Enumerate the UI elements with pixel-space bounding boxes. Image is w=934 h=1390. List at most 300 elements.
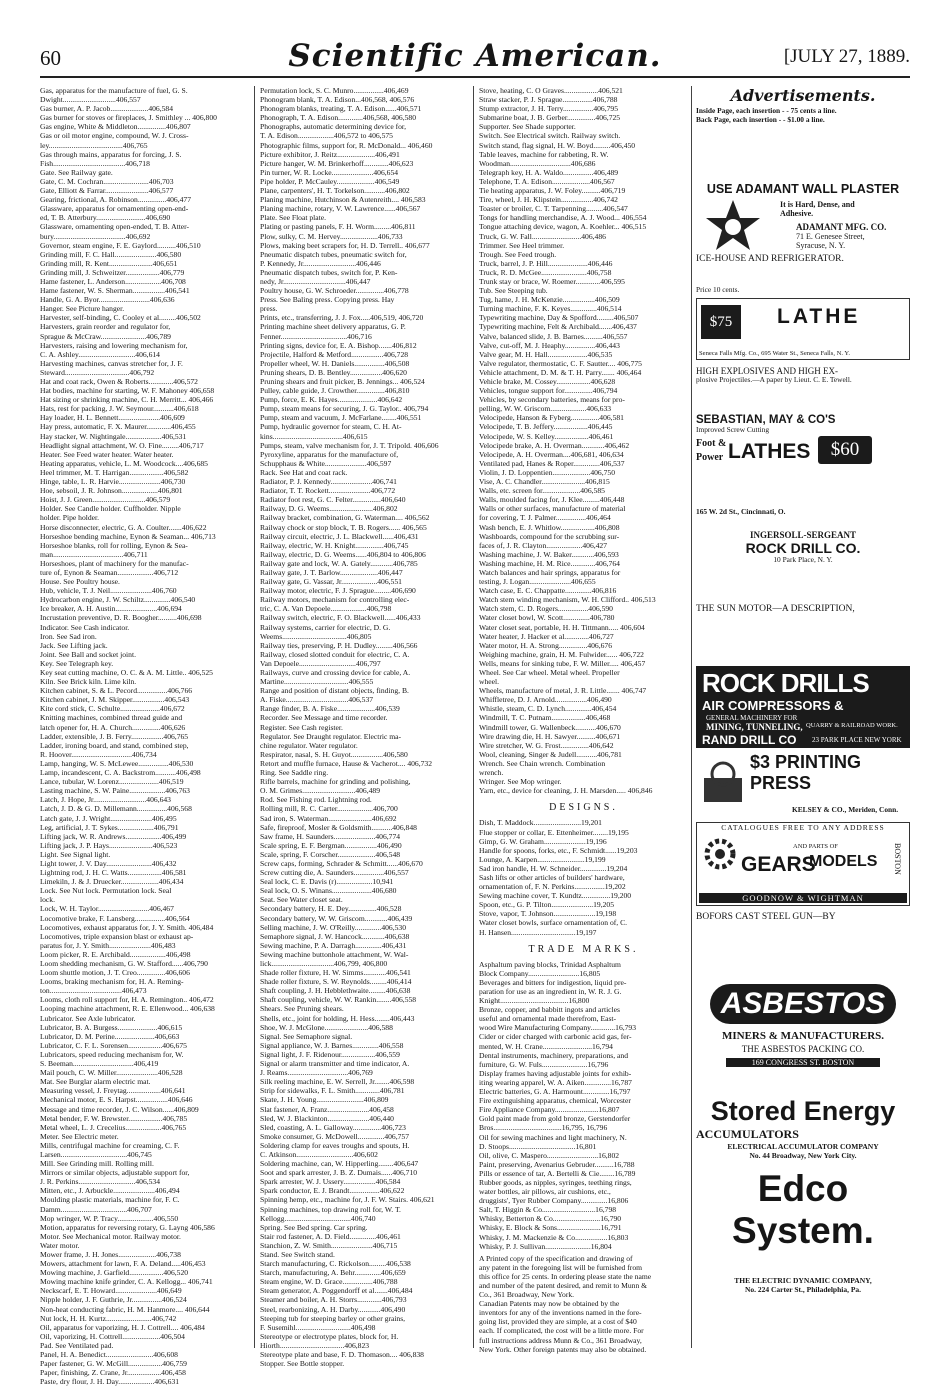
design-entry: ornamentation of, F. N. Perkins................19,202 bbox=[479, 882, 626, 892]
trademark-entry: furniture, G. W. Fuls........................16,796 bbox=[479, 1059, 609, 1069]
index-entry: Key. See Telegraph key. bbox=[40, 658, 114, 668]
index-entry: Tongs for handling merchandise, A. J. Wood... 406,554 bbox=[479, 213, 647, 223]
index-entry: Phonographs, automatic determining device for, bbox=[260, 122, 407, 132]
index-entry: Tire, wheel, J. H. Klipstein.................406,742 bbox=[479, 195, 618, 205]
index-entry: Wheel. See Car wheel. Metal wheel. Propeller bbox=[479, 668, 620, 677]
ad-text: Adhesive. bbox=[780, 209, 814, 218]
index-entry: Ring. See Saddle ring. bbox=[260, 768, 329, 778]
index-entry: Joint. See Ball and socket joint. bbox=[40, 649, 136, 659]
column-rule bbox=[254, 86, 255, 1348]
index-entry: Walls, moulded facing for, J. Klee.........406,448 bbox=[479, 495, 625, 505]
index-entry: Velocipede, Hanson & Fyberg...............406,581 bbox=[479, 413, 624, 423]
index-entry: Lamp, incandescent, C. A. Backstrom...........406,498 bbox=[40, 768, 201, 778]
trademark-entry: Fire extinguishing apparatus, chemical, Worcester bbox=[479, 1096, 631, 1106]
index-entry: Railway, electric, W. H. Knight...............406,745 bbox=[260, 540, 409, 550]
ad-word: GEARS bbox=[741, 853, 816, 876]
index-entry: Paste, dry flour, J. H. Day...................406,631 bbox=[40, 1377, 180, 1387]
index-entry: Velocipede brake, A. H. Overman............406,462 bbox=[479, 440, 630, 450]
index-entry: man.....................................406,711 bbox=[40, 549, 148, 559]
index-entry: Looms, braking mechanism for, H. A. Reming- bbox=[40, 977, 184, 987]
index-entry: Harvesters, raising and lowering mechanism for, bbox=[40, 340, 188, 350]
index-entry: Watch case, E. C. Chappatte..............406,816 bbox=[479, 586, 617, 596]
index-entry: Valve, cut-off, M. J. Heaphy................406,443 bbox=[479, 340, 620, 350]
index-entry: Fish......................................406,718 bbox=[40, 158, 150, 168]
index-entry: Printing signs, device for, E. A. Bishop.......406,812 bbox=[260, 340, 417, 350]
ad-stored-energy bbox=[696, 1096, 910, 1160]
index-entry: Seal lock, O. S. Winans.....................406,680 bbox=[260, 886, 397, 896]
trademark-entry: Pills or essence of tar, A. Bertelli & Cie........16,789 bbox=[479, 1168, 636, 1178]
index-entry: Light tower, J. V. Day........................406,432 bbox=[40, 858, 177, 868]
index-entry: Plow, sulky, C. M. Hervey....................406,733 bbox=[260, 231, 403, 241]
index-entry: Plane, carpenters', H. T. Torkelson...........406,802 bbox=[260, 186, 410, 196]
index-entry: Steeping tub for steeping barley or other grains, bbox=[260, 1313, 406, 1323]
ad-text: AIR COMPRESSORS & bbox=[702, 698, 844, 713]
index-entry: Larsen...................................406,745 bbox=[40, 1149, 152, 1159]
index-entry: Turning machine, F. K. Keyes..............406,514 bbox=[479, 304, 622, 314]
ad-footer: Seneca Falls Mfg. Co., 695 Water St., Seneca Falls, N. Y. bbox=[699, 350, 850, 357]
index-entry: lock. bbox=[40, 895, 55, 905]
index-entry: Railway gate, J. T. Barlow....................406,447 bbox=[260, 567, 403, 577]
design-entry: Lounge, A. Karpen.........................19,199 bbox=[479, 854, 606, 864]
index-entry: Steamer and boiler, A. H. Storrs.............406,793 bbox=[260, 1295, 407, 1305]
ad-company: GOODNOW & WIGHTMAN bbox=[699, 893, 907, 903]
index-entry: Governor, steam engine, F. E. Gaylord..........406,510 bbox=[40, 240, 201, 250]
index-entry: tric, C. A. Van Depoele...................406,798 bbox=[260, 604, 392, 614]
design-entry: Sad iron handle, H. W. Schneider..............19,204 bbox=[479, 863, 628, 873]
page-number: 60 bbox=[40, 46, 61, 70]
ad-company: THE ELECTRIC DYNAMIC COMPANY, bbox=[734, 1276, 872, 1285]
ad-ingersoll bbox=[696, 530, 910, 590]
index-entry: Railway systems, carrier for electric, D. G. bbox=[260, 622, 391, 632]
index-entry: Signal or alarm transmitter and time indicator, A. bbox=[260, 1059, 410, 1069]
index-entry: Shade roller fixture, S. W. Reynolds.........406,414 bbox=[260, 977, 412, 987]
index-entry: Wheels, manufacture of metal, J. R. Little....... 406,747 bbox=[479, 686, 647, 696]
index-entry: Harvesters, grain reorder and regulator for, bbox=[40, 322, 171, 332]
index-entry: Valve gear, M. H. Hall.....................406,535 bbox=[479, 349, 613, 359]
ad-gears-models bbox=[696, 822, 910, 906]
index-entry: A. Fiske.................................406,537 bbox=[260, 695, 374, 705]
index-entry: Plate. See Float plate. bbox=[260, 213, 327, 223]
column-rule bbox=[473, 86, 474, 1348]
index-entry: Nipple holder, J. F. Guthrie, Jr................406,524 bbox=[40, 1295, 187, 1305]
index-entry: Harvesting machines, canvas stretcher for, J. F. bbox=[40, 358, 183, 368]
trademarks-list bbox=[479, 960, 688, 1251]
index-entry: Harvester, self-binding, C. Cooley et al.........406,502 bbox=[40, 313, 201, 323]
index-entry: Ladder, ironing board, and stand, combined step, bbox=[40, 740, 189, 750]
trademark-entry: Fire Appliance Company.......................16,807 bbox=[479, 1105, 620, 1115]
rate-line: Back Page, each insertion - - $1.00 a line. bbox=[696, 114, 825, 124]
index-entry: Truck, barrel, J. P. Hill.....................406,446 bbox=[479, 258, 613, 268]
index-entry: Shaft coupling, J. H. Hebblethwaite.........406,638 bbox=[260, 986, 411, 996]
ad-company: ADAMANT MFG. CO. bbox=[796, 222, 887, 232]
index-entry: Rod. See Fishing rod. Lightning rod. bbox=[260, 795, 372, 805]
index-entry: Spinning machines, top drawing roll for, W. T. bbox=[260, 1204, 401, 1214]
index-entry: Steam generator, A. Poggendorff et al.......406,484 bbox=[260, 1286, 413, 1296]
index-entry: Respirator, nasal, S. H. Guyot.................406,580 bbox=[260, 749, 408, 759]
index-entry: Lasting machine, S. W. Paine...................406,763 bbox=[40, 786, 190, 796]
trademark-entry: water bottles, air pillows, air cushions, etc., bbox=[479, 1187, 611, 1197]
index-entry: Iron. See Sad iron. bbox=[40, 631, 97, 641]
index-entry: Locomotives, triple expansion blast or exhaust ap- bbox=[40, 931, 194, 941]
design-entry: Stove, vapor, T. Johnson......................19,198 bbox=[479, 909, 617, 919]
index-column-2 bbox=[260, 86, 469, 1369]
trademark-entry: Whisky, J. M. Mackenzie & Co.................16,803 bbox=[479, 1232, 629, 1242]
rate-line: Inside Page, each insertion - - 75 cents a line. bbox=[696, 106, 837, 115]
gear-icon bbox=[703, 837, 737, 871]
index-entry: Hinge, table, L. R. Harvie......................406,730 bbox=[40, 477, 186, 487]
index-entry: Railway gate and lock, W. A. Gately............406,785 bbox=[260, 558, 418, 568]
trademark-entry: Bros....................................16,795, 16,796 bbox=[479, 1123, 608, 1133]
index-entry: Velocipede, T. B. Jeffery..................406,445 bbox=[479, 422, 613, 432]
index-entry: Pyroxyline, apparatus for the manufacture of, bbox=[260, 449, 399, 459]
index-entry: Permutation lock, S. C. Munro................406,469 bbox=[260, 86, 409, 95]
index-entry: Railways, curve and crossing device for cable, A. bbox=[260, 668, 411, 677]
index-entry: Saw frame, H. Saunders......................406,774 bbox=[260, 831, 401, 841]
ad-text: Foot & bbox=[696, 438, 727, 449]
index-entry: Shoe, W. J. McGlone.......................406,588 bbox=[260, 1022, 393, 1032]
index-entry: Register. See Cash register. bbox=[260, 722, 343, 732]
index-entry: Horseshoe bending machine, Eynon & Seaman... 406,713 bbox=[40, 531, 216, 541]
ad-text: QUARRY & RAILROAD WORK. bbox=[806, 722, 898, 729]
index-entry: Horseshoe blanks, roll for rolling, Eynon & Sea- bbox=[40, 540, 188, 550]
ad-word: LATHE bbox=[777, 305, 861, 328]
index-entry: Steam engine, W. D. Grace................406,788 bbox=[260, 1277, 398, 1287]
index-entry: Lifting jack, W. R. Andrews...................406,499 bbox=[40, 831, 187, 841]
index-entry: Signal appliance, W. J. Barnes..............406,558 bbox=[260, 1040, 404, 1050]
printing-press-icon bbox=[698, 758, 748, 808]
index-entry: wheel. bbox=[479, 677, 500, 687]
ad-price: $75 bbox=[701, 305, 741, 339]
ad-printing-press bbox=[696, 752, 910, 816]
trademark-entry: Salt, T. Higgin & Co............................16,798 bbox=[479, 1205, 617, 1215]
ad-price: $60 bbox=[818, 436, 872, 464]
ad-word: MODELS bbox=[809, 853, 878, 870]
index-entry: Weighing machine, grain, H. M. Fulwider...... 406,722 bbox=[479, 649, 644, 659]
index-entry: Skate, J. H. Young.........................406,809 bbox=[260, 1095, 389, 1105]
ad-text: It is Hard, Dense, and bbox=[780, 200, 855, 209]
index-entry: Straw stacker, P. J. Sprague................406,788 bbox=[479, 95, 618, 105]
ad-address: No. 44 Broadway, New York City. bbox=[749, 1151, 857, 1160]
index-entry: Gearing, frictional, A. Robinson...............406,477 bbox=[40, 195, 192, 205]
index-entry: Lubricator, B. A. Burgess.....................406,615 bbox=[40, 1022, 183, 1032]
index-entry: Railway, electric, D. G. Weems......406,804 to 406,806 bbox=[260, 549, 426, 559]
trademark-entry: Whisky, Betterton & Co.........................16,790 bbox=[479, 1214, 622, 1224]
index-entry: Heater. See Feed water heater. Water heater. bbox=[40, 449, 174, 459]
index-entry: House. See Poultry house. bbox=[40, 577, 120, 587]
ad-bofors bbox=[696, 912, 910, 972]
index-entry: Holder. See Candle holder. Cuffholder. Nipple bbox=[40, 504, 181, 514]
index-entry: Water motor. bbox=[40, 1240, 80, 1250]
index-entry: Mirrors or similar objects, adjustable support for, bbox=[40, 1168, 190, 1178]
index-entry: Hat bodies, machine for starting, W. F. Mahoney 406,658 bbox=[40, 386, 215, 396]
design-entry: H. Hansen..................................19,197 bbox=[479, 927, 597, 937]
index-entry: Mop wringer, W. P. Tracy...................406,550 bbox=[40, 1213, 179, 1223]
index-entry: Heel trimmer, M. T. Harrigan..................406,582 bbox=[40, 467, 189, 477]
index-entry: Motor. See Mechanical motor. Railway motor. bbox=[40, 1231, 181, 1241]
ad-headline: THE SUN MOTOR—A DESCRIPTION, bbox=[696, 604, 855, 614]
ad-headline: Stored Energy bbox=[710, 1096, 896, 1126]
index-entry: Range and position of distant objects, finding, B. bbox=[260, 686, 409, 696]
design-entry: Sash lifts or other articles of builders' hardware, bbox=[479, 872, 625, 882]
index-entry: Secondary battery, H. E. Dey...............406,528 bbox=[260, 904, 402, 914]
ad-address: 23 PARK PLACE NEW YORK bbox=[812, 736, 902, 744]
index-entry: Sled, coasting, A. L. Galloway...............406,723 bbox=[260, 1122, 406, 1132]
index-entry: holder. Pipe holder. bbox=[40, 513, 100, 523]
index-entry: S. Beeman................................406,419 bbox=[40, 1059, 159, 1069]
index-entry: Grinding mill, F. C. Hall......................406,580 bbox=[40, 249, 182, 259]
design-entry: Dish, T. Maddock.........................19,201 bbox=[479, 818, 602, 828]
index-entry: Leg, artificial, J. T. Sykes...................406,791 bbox=[40, 822, 179, 832]
index-entry: Steward..................................406,792 bbox=[40, 367, 155, 377]
index-entry: Windmill tower, G. Wallenbeck...........406,670 bbox=[479, 722, 621, 732]
notice-line: each. If complicated, the cost will be a little more. For bbox=[479, 1326, 644, 1336]
index-entry: Mat. See Burglar alarm electric mat. bbox=[40, 1077, 151, 1087]
index-entry: Looping machine attachment, R. E. Ellenwood... 406,638 bbox=[40, 1004, 215, 1014]
index-entry: Typewriting machine, Day & Spofford.........406,507 bbox=[479, 313, 639, 323]
ad-sebastian-lathes bbox=[696, 414, 910, 522]
ad-text: MINING, TUNNELING, bbox=[706, 722, 803, 732]
index-entry: C. Atkinson..............................406,602 bbox=[260, 1149, 378, 1159]
index-entry: Plating or pasting panels, F. H. Worm.........406,811 bbox=[260, 222, 416, 232]
index-entry: Water closet seat, portable, H. H. Tittmann..... 406,604 bbox=[479, 622, 645, 632]
index-entry: Light. See Signal light. bbox=[40, 849, 111, 859]
index-entry: Heating apparatus, vehicle, L. M. Woodcock....406,685 bbox=[40, 458, 208, 468]
index-entry: Lubricators, speed reducing mechanism for, W. bbox=[40, 1049, 184, 1059]
index-entry: Water closet bowl, W. Scott..............406,780 bbox=[479, 613, 615, 623]
index-entry: Moulding plastic materials, machine for, F. C. bbox=[40, 1195, 180, 1205]
index-entry: Fenner...................................406,716 bbox=[260, 331, 372, 341]
index-entry: Vehicle attachment, D. M. & T. H. Parry....... 406,464 bbox=[479, 367, 642, 377]
index-entry: Kitchen cabinet, S. & L. Pecord................406,766 bbox=[40, 686, 193, 696]
index-entry: Hats, rest for packing, J. W. Seymour...........406,618 bbox=[40, 404, 199, 414]
trademark-entry: Oil for sewing machines and light machinery, N. bbox=[479, 1132, 627, 1142]
index-entry: J. R. Perkins..............................406,534 bbox=[40, 1177, 161, 1187]
index-entry: Lubricator, C. F. L. Sorensen..................406,675 bbox=[40, 1040, 187, 1050]
index-entry: bury......................................406,692 bbox=[40, 231, 151, 241]
index-entry: Screw caps, forming, Schrader & Schmitt......406,670 bbox=[260, 858, 423, 868]
index-entry: Velocipede, W. S. Kelley..................406,461 bbox=[479, 431, 614, 441]
index-entry: Railway bracket, combination, G. Waterman.... 406,562 bbox=[260, 513, 430, 523]
design-entry: Sewing machine cover, T. Kundtz...............19,200 bbox=[479, 891, 632, 901]
index-entry: Indicator. See Cash indicator. bbox=[40, 622, 130, 632]
index-entry: Radiator foot rest, G. C. Felter...............406,640 bbox=[260, 495, 406, 505]
index-entry: P. Kennedy, Jr............................406,446 bbox=[260, 258, 381, 268]
index-entry: Hay press, automatic, F. X. Maurer.............406,455 bbox=[40, 422, 196, 432]
index-entry: Glassware, apparatus for ornamenting open-end- bbox=[40, 204, 189, 214]
index-entry: Message and time recorder, J. C. Wilson......406,809 bbox=[40, 1104, 199, 1114]
ad-word: LATHES bbox=[728, 440, 811, 463]
index-entry: Railway circuit, electric, J. L. Blackwell......406,431 bbox=[260, 531, 419, 541]
index-entry: Motion, apparatus for reversing rotary, G. Layng 406,586 bbox=[40, 1222, 215, 1232]
index-entry: Railway switch, electric, F. O. Blackwell......406,433 bbox=[260, 613, 421, 623]
index-entry: pelling, W. W. Griscom...................406,633 bbox=[479, 404, 612, 414]
column-rule bbox=[691, 86, 692, 1348]
index-entry: Hoe, sebsoil, J. R. Johnson...................406,801 bbox=[40, 486, 183, 496]
index-entry: Martine..................................406,555 bbox=[260, 677, 374, 687]
index-entry: Hanger. See Picture hanger. bbox=[40, 304, 125, 314]
index-entry: Gas, apparatus for the manufacture of fuel, G. S. bbox=[40, 86, 188, 95]
index-entry: Latch, J. D. & G. D. Millemann................406,568 bbox=[40, 804, 192, 814]
index-entry: Horseshoes, plant of machinery for the manufac- bbox=[40, 558, 189, 568]
ad-text: Improved Screw Cutting bbox=[696, 425, 770, 434]
ad-headline: ICE-HOUSE AND REFRIGERATOR. bbox=[696, 254, 844, 264]
index-entry: Regulator. See Draught regulator. Electric ma- bbox=[260, 731, 402, 741]
ad-text: plosive Projectiles.—A paper by Lieut. C. E. Tewell. bbox=[696, 375, 852, 384]
index-entry: Smoke consumer, G. McDowell..............406,757 bbox=[260, 1131, 410, 1141]
trademark-entry: paration for use as an ingredient in, W. R. J. G. bbox=[479, 987, 622, 996]
ad-address: No. 224 Carter St., Philadelphia, Pa. bbox=[744, 1285, 862, 1294]
index-entry: Pin turner, W. R. Locke......................406,654 bbox=[260, 167, 399, 177]
index-entry: Hame fastener, W. S. Sherman.................406,541 bbox=[40, 286, 190, 296]
index-entry: Measuring vessel, J. Freytag..................406,641 bbox=[40, 1086, 186, 1096]
index-entry: Ice breaker, A. H. Austin......................406,694 bbox=[40, 604, 182, 614]
advertisements-title: Advertisements. bbox=[730, 86, 876, 105]
ad-company: RAND DRILL CO bbox=[702, 733, 797, 747]
ad-address: 165 W. 2d St., Cincinnati, O. bbox=[696, 507, 786, 516]
index-entry: Railway ties, preserving, P. H. Dudley.........406,566 bbox=[260, 640, 418, 650]
index-entry: Wire stretcher, W. G. Frost...............406,642 bbox=[479, 740, 614, 750]
index-entry: Spark conductor, E. J. Brandt................406,622 bbox=[260, 1186, 405, 1196]
index-entry: Wool, cleaning, Singer & Judell...........406,781 bbox=[479, 749, 622, 759]
index-entry: Lamp, hanging, W. S. McLewee................406,530 bbox=[40, 758, 194, 768]
index-entry: Retort and muffle furnace, Hause & Vacherot.... 406,732 bbox=[260, 758, 433, 768]
index-entry: Gas or oil motor engine, compound, W. J. Cross- bbox=[40, 131, 189, 141]
index-entry: Sewing machine, P. A. Darragh..............406,431 bbox=[260, 940, 407, 950]
design-entry: Spoon, etc., G. P. Tilton......................19,205 bbox=[479, 900, 615, 910]
ad-address: 10 Park Place, N. Y. bbox=[773, 555, 833, 564]
ad-rock-drills bbox=[696, 666, 910, 748]
index-entry: Signal. See Semaphore signal. bbox=[260, 1031, 353, 1041]
index-entry: Picture hanger, W. M. Brinkerhoff.............406,623 bbox=[260, 158, 414, 168]
index-entry: lick.................................406,799, 406,800 bbox=[260, 959, 388, 968]
index-entry: Sewing machine buttonhole attachment, W. Wal- bbox=[260, 949, 409, 959]
index-entry: Mowers, attachment for lawn, F. A. Deland.....406,453 bbox=[40, 1259, 206, 1269]
ad-asbestos bbox=[696, 980, 910, 1080]
index-entry: Railway motors, mechanism for controlling elec- bbox=[260, 595, 410, 605]
index-entry: Ventilated pad, Hanes & Roper..............406,537 bbox=[479, 458, 625, 468]
index-entry: Glassware, ornamenting open-ended, T. B. Atter- bbox=[40, 222, 190, 232]
index-entry: Starch, manufacturing, A. Behr..............406,659 bbox=[260, 1268, 406, 1278]
index-entry: Phonograph, T. A. Edison.............406,568, 406,580 bbox=[260, 113, 417, 123]
trademark-entry: Cider or cider charged with carbonic acid gas, fer- bbox=[479, 1032, 632, 1042]
trademarks-heading: TRADE MARKS. bbox=[528, 943, 639, 955]
index-entry: Mitten, etc., J. Arbuckle......................406,494 bbox=[40, 1186, 180, 1196]
index-entry: Tub. See Steeping tub. bbox=[479, 286, 548, 296]
printed-copy-notice bbox=[479, 1254, 688, 1354]
index-entry: Handle, G. A. Byor...........................406,636 bbox=[40, 295, 175, 305]
index-entry: paratus for, J. Y. Smith......................406,483 bbox=[40, 940, 176, 950]
ad-text: Price 10 cents. bbox=[696, 285, 740, 294]
index-entry: Signal light, J. F. Ridenour..................406,559 bbox=[260, 1049, 400, 1059]
index-entry: Rack. See Hat and coat rack. bbox=[260, 467, 348, 477]
index-entry: wrench. bbox=[479, 768, 504, 778]
index-entry: Jack. See Lifting jack. bbox=[40, 640, 108, 650]
index-entry: Washboards, compound for the scrubbing sur- bbox=[479, 531, 620, 541]
index-entry: Mail pouch, C. W. Miller......................406,528 bbox=[40, 1068, 183, 1078]
trademark-entry: Oil, olive, C. Maspero...........................16,802 bbox=[479, 1150, 620, 1160]
index-entry: Damm...................................406,707 bbox=[40, 1204, 152, 1214]
notice-line: this office for 25 cents. In ordering please state the name bbox=[479, 1271, 652, 1281]
index-entry: Latch gate, J. J. Wright......................406,495 bbox=[40, 813, 177, 823]
index-entry: Soldering clamp for eaves troughs and spouts, H. bbox=[260, 1140, 410, 1150]
index-entry: Hay stacker, W. Nightingale...................406,531 bbox=[40, 431, 187, 441]
index-entry: Radiator, T. T. Rockett......................406,772 bbox=[260, 486, 396, 496]
index-entry: C. A. Ashley..............................406,614 bbox=[40, 349, 160, 359]
index-entry: ture of, Eynon & Seaman...................406,712 bbox=[40, 567, 179, 577]
index-entry: Horse disconnecter, electric, G. A. Coulter.......406,622 bbox=[40, 522, 207, 532]
index-column-3 bbox=[479, 86, 688, 1354]
ad-headline: INGERSOLL-SERGEANT bbox=[749, 530, 857, 540]
index-entry: Starch manufacturing, C. Rickolson.........406,538 bbox=[260, 1259, 411, 1269]
index-entry: Pump, steam and vacuum, J. McFarlane........406,551 bbox=[260, 413, 422, 423]
index-entry: Pneumatic dispatch tubes, switch for, P. Ken- bbox=[260, 267, 398, 277]
index-entry: Shaft coupling, vehicle, W. W. Rankin........406,558 bbox=[260, 995, 417, 1005]
index-entry: Loom picker, R. E. Archibald...................406,498 bbox=[40, 949, 191, 959]
index-entry: Woodman................................406,686 bbox=[479, 158, 596, 168]
index-entry: Selling machine, J. W. O'Reilly..............406,530 bbox=[260, 922, 406, 932]
index-entry: Watch balances and hair springs, apparatus for bbox=[479, 567, 621, 577]
index-column-1 bbox=[40, 86, 249, 1387]
index-entry: O. M. Grimes............................406,489 bbox=[260, 786, 381, 796]
design-entry: Flue stopper or collar, E. Ettenheimer........19,195 bbox=[479, 827, 629, 837]
index-entry: Mower frame, J. H. Jones....................406,738 bbox=[40, 1250, 181, 1259]
index-entry: Printing machine sheet delivery apparatus, G. P. bbox=[260, 322, 406, 332]
ad-text: GENERAL MACHINERY FOR bbox=[706, 714, 798, 722]
index-entry: Mills, centrifugal machine for creaming, C. F. bbox=[40, 1140, 180, 1150]
notice-line: Canadian Patents may now be obtained by the bbox=[479, 1299, 620, 1309]
index-entry: Railway gate, G. Vassar, Jr...................406,551 bbox=[260, 577, 402, 587]
index-entry: kins.....................................406,615 bbox=[260, 431, 368, 441]
issue-date: [JULY 27, 1889. bbox=[783, 46, 910, 67]
index-entry: Pipe holder, P. McCauley....................406,549 bbox=[260, 176, 400, 186]
masthead: Scientific American. bbox=[288, 38, 662, 74]
index-entry: Soldering machine, can, W. Hipperling........406,647 bbox=[260, 1159, 419, 1169]
index-entry: Slat fastener, A. Franz......................406,458 bbox=[260, 1104, 394, 1114]
index-entry: Radiator, P. J. Kennedy......................406,741 bbox=[260, 477, 397, 487]
ad-headline: Edco System. bbox=[732, 1168, 874, 1251]
index-entry: Mill. See Grinding mill. Rolling mill. bbox=[40, 1159, 154, 1169]
trademark-entry: Whisky, P. J. Sullivan........................16,804 bbox=[479, 1241, 612, 1251]
index-entry: Stump extractor, J. H. Terry................406,795 bbox=[479, 104, 618, 114]
trademark-entry: Dental instruments, machinery, preparations, and bbox=[479, 1050, 629, 1060]
index-entry: Vehicles, tongue support for...............406,794 bbox=[479, 386, 618, 396]
index-entry: Walls or other surfaces, manufacture of material bbox=[479, 504, 626, 514]
ad-company: ELECTRICAL ACCUMULATOR COMPANY bbox=[727, 1142, 879, 1151]
index-entry: ley.......................................406,765 bbox=[40, 140, 148, 150]
index-entry: Press. See Baling press. Copying press. Hay bbox=[260, 295, 395, 305]
index-entry: Panel, H. A. Benedict.........................406,608 bbox=[40, 1350, 178, 1360]
index-entry: Metal bender, F. W. Brewster..................406,785 bbox=[40, 1113, 188, 1123]
trademark-entry: useful and ornamental made therefrom, East- bbox=[479, 1014, 617, 1024]
trademark-entry: Bronze, copper, and babbitt ingots and articles bbox=[479, 1005, 620, 1015]
index-entry: Lubricator. See Axle lubricator. bbox=[40, 1013, 136, 1023]
index-entry: Incrustation preventive, D. R. Boogher..........406,698 bbox=[40, 613, 202, 623]
index-entry: Watch stem, C. D. Rogers................406,590 bbox=[479, 604, 613, 614]
index-entry: Stereotype or electrotype plates, block for, H. bbox=[260, 1331, 399, 1341]
index-entry: Van Depoele..............................406,797 bbox=[260, 658, 381, 668]
index-entry: Scale, spring, F. Corscher....................406,548 bbox=[260, 849, 401, 859]
index-entry: Truck, G. W. Fall..........................406,486 bbox=[479, 231, 606, 241]
index-entry: Screw cutting die, A. Saunders................406,557 bbox=[260, 868, 409, 878]
index-entry: Neckscarf, E. T. Howard......................406,649 bbox=[40, 1286, 182, 1296]
ad-text: AND PARTS OF bbox=[793, 843, 838, 850]
index-entry: Meter. See Electric meter. bbox=[40, 1131, 119, 1141]
index-entry: Sled, W. J. Blackinton......................406,440 bbox=[260, 1113, 394, 1123]
index-entry: Hoist, J. J. Green............................406,579 bbox=[40, 495, 171, 505]
trademark-entry: iting wearing apparel, W. A. Aiken..............16,787 bbox=[479, 1077, 632, 1087]
index-entry: Gas burner, A. P. Jacob....................406,584 bbox=[40, 104, 173, 114]
index-entry: Pumps, steam, valve mechanism for, J. T. Tripold. 406,606 bbox=[260, 440, 439, 450]
